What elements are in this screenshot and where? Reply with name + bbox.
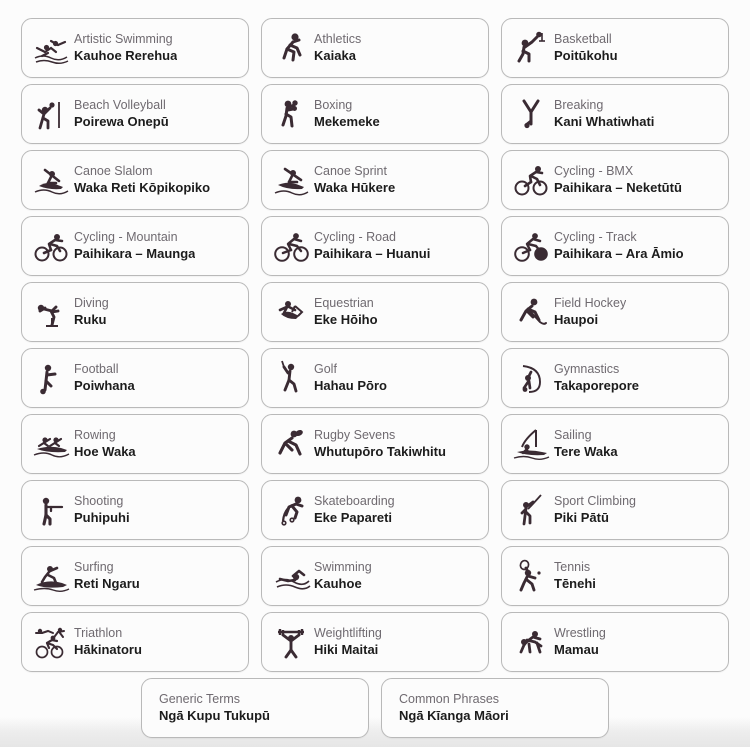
rowing-icon bbox=[28, 422, 74, 466]
card-labels bbox=[314, 494, 395, 526]
cycling-road-icon bbox=[268, 224, 314, 268]
sport-name-english: Athletics bbox=[314, 31, 362, 46]
sport-card[interactable] bbox=[21, 612, 249, 672]
sport-name-english: Common Phrases bbox=[399, 691, 500, 706]
sport-name-english: Cycling - Road bbox=[314, 229, 396, 244]
sport-name-maori: Ngā Kupu Tukupū bbox=[159, 708, 270, 724]
canoe-slalom-icon bbox=[28, 158, 74, 202]
sport-card[interactable] bbox=[261, 612, 489, 672]
sport-name-maori: Mamau bbox=[554, 642, 599, 658]
sport-card[interactable] bbox=[21, 480, 249, 540]
sport-name-maori: Mekemeke bbox=[314, 114, 380, 130]
swimming-icon bbox=[268, 554, 314, 598]
sport-name-maori: Eke Papareti bbox=[314, 510, 393, 526]
sport-card[interactable] bbox=[21, 348, 249, 408]
card-labels bbox=[314, 296, 378, 328]
sport-card[interactable] bbox=[501, 216, 729, 276]
sport-name-english: Cycling - BMX bbox=[554, 163, 634, 178]
sport-name-maori: Puhipuhi bbox=[74, 510, 130, 526]
sport-name-english: Golf bbox=[314, 361, 337, 376]
sport-name-english: Swimming bbox=[314, 559, 372, 574]
sport-name-maori: Whutupōro Takiwhitu bbox=[314, 444, 446, 460]
triathlon-icon bbox=[28, 620, 74, 664]
sport-name-english: Cycling - Track bbox=[554, 229, 637, 244]
sport-card[interactable] bbox=[501, 84, 729, 144]
sport-name-maori: Takaporepore bbox=[554, 378, 640, 394]
card-labels bbox=[314, 230, 430, 262]
card-labels bbox=[554, 296, 626, 328]
sport-climbing-icon bbox=[508, 488, 554, 532]
card-labels bbox=[74, 32, 177, 64]
sport-name-maori: Tēnehi bbox=[554, 576, 596, 592]
sport-name-maori: Paihikara – Huanui bbox=[314, 246, 431, 262]
card-labels bbox=[554, 362, 639, 394]
sport-card[interactable] bbox=[501, 18, 729, 78]
sport-name-english: Triathlon bbox=[74, 625, 123, 640]
card-labels bbox=[314, 98, 380, 130]
cycling-mountain-icon bbox=[28, 224, 74, 268]
sport-name-english: Wrestling bbox=[554, 625, 606, 640]
sport-card[interactable] bbox=[21, 414, 249, 474]
sport-name-maori: Kauhoe bbox=[314, 576, 362, 592]
card-labels bbox=[314, 32, 361, 64]
card-labels bbox=[314, 362, 387, 394]
card-labels bbox=[554, 626, 606, 658]
sport-name-maori: Paihikara – Neketūtū bbox=[554, 180, 682, 196]
card-labels bbox=[74, 98, 169, 130]
sport-name-english: Artistic Swimming bbox=[74, 31, 173, 46]
card-labels bbox=[554, 32, 618, 64]
sport-name-english: Surfing bbox=[74, 559, 114, 574]
resource-card[interactable] bbox=[141, 678, 369, 738]
card-labels bbox=[554, 560, 596, 592]
sports-card-grid bbox=[21, 18, 729, 672]
sport-card[interactable] bbox=[21, 150, 249, 210]
sport-name-maori: Hahau Pōro bbox=[314, 378, 387, 394]
sport-name-maori: Poitūkohu bbox=[554, 48, 618, 64]
sport-name-english: Sport Climbing bbox=[554, 493, 636, 508]
card-labels bbox=[314, 164, 395, 196]
sport-name-english: Beach Volleyball bbox=[74, 97, 166, 112]
sport-name-english: Field Hockey bbox=[554, 295, 627, 310]
sport-name-maori: Kaiaka bbox=[314, 48, 356, 64]
sport-name-maori: Ruku bbox=[74, 312, 107, 328]
sport-name-maori: Poirewa Onepū bbox=[74, 114, 169, 130]
shooting-icon bbox=[28, 488, 74, 532]
sport-name-english: Cycling - Mountain bbox=[74, 229, 178, 244]
sport-name-maori: Hākinatoru bbox=[74, 642, 142, 658]
sport-card[interactable] bbox=[261, 216, 489, 276]
sport-name-english: Shooting bbox=[74, 493, 124, 508]
card-labels bbox=[399, 692, 509, 724]
sport-name-english: Gymnastics bbox=[554, 361, 620, 376]
card-labels bbox=[74, 626, 142, 658]
football-icon bbox=[28, 356, 74, 400]
sport-name-english: Canoe Slalom bbox=[74, 163, 153, 178]
sport-card[interactable] bbox=[501, 546, 729, 606]
sport-name-maori: Piki Pātū bbox=[554, 510, 609, 526]
canoe-sprint-icon bbox=[268, 158, 314, 202]
sport-card[interactable] bbox=[261, 546, 489, 606]
sport-name-english: Skateboarding bbox=[314, 493, 395, 508]
sport-name-maori: Waka Hūkere bbox=[314, 180, 396, 196]
sport-card[interactable] bbox=[501, 612, 729, 672]
sport-name-maori: Poiwhana bbox=[74, 378, 135, 394]
sport-name-english: Canoe Sprint bbox=[314, 163, 387, 178]
equestrian-icon bbox=[268, 290, 314, 334]
gymnastics-icon bbox=[508, 356, 554, 400]
card-labels bbox=[314, 626, 382, 658]
resource-card[interactable] bbox=[381, 678, 609, 738]
tennis-icon bbox=[508, 554, 554, 598]
artistic-swimming-icon bbox=[28, 26, 74, 70]
basketball-icon bbox=[508, 26, 554, 70]
sport-name-maori: Ngā Kīanga Māori bbox=[399, 708, 509, 724]
breaking-icon bbox=[508, 92, 554, 136]
sport-card[interactable] bbox=[261, 84, 489, 144]
sport-card[interactable] bbox=[261, 480, 489, 540]
sport-card[interactable] bbox=[501, 480, 729, 540]
sport-card[interactable] bbox=[21, 282, 249, 342]
sport-name-english: Tennis bbox=[554, 559, 591, 574]
sport-name-maori: Paihikara – Maunga bbox=[74, 246, 196, 262]
sport-name-maori: Kani Whatiwhati bbox=[554, 114, 655, 130]
card-labels bbox=[74, 296, 109, 328]
sport-name-english: Rowing bbox=[74, 427, 116, 442]
card-labels bbox=[554, 494, 636, 526]
card-labels bbox=[74, 164, 210, 196]
card-labels bbox=[159, 692, 270, 724]
sport-name-maori: Paihikara – Ara Āmio bbox=[554, 246, 684, 262]
card-labels bbox=[554, 98, 654, 130]
sport-card[interactable] bbox=[21, 18, 249, 78]
skateboarding-icon bbox=[268, 488, 314, 532]
sport-name-maori: Waka Reti Kōpikopiko bbox=[74, 180, 211, 196]
sport-card[interactable] bbox=[261, 414, 489, 474]
sport-card[interactable] bbox=[261, 18, 489, 78]
field-hockey-icon bbox=[508, 290, 554, 334]
sport-card[interactable] bbox=[501, 150, 729, 210]
sport-card[interactable] bbox=[501, 414, 729, 474]
sailing-icon bbox=[508, 422, 554, 466]
card-labels bbox=[554, 428, 618, 460]
sport-name-english: Generic Terms bbox=[159, 691, 241, 706]
card-labels bbox=[314, 428, 446, 460]
sport-card[interactable] bbox=[261, 282, 489, 342]
boxing-icon bbox=[268, 92, 314, 136]
cycling-track-icon bbox=[508, 224, 554, 268]
weightlifting-icon bbox=[268, 620, 314, 664]
golf-icon bbox=[268, 356, 314, 400]
diving-icon bbox=[28, 290, 74, 334]
sport-name-maori: Tere Waka bbox=[554, 444, 618, 460]
sport-name-english: Rugby Sevens bbox=[314, 427, 396, 442]
sport-name-english: Breaking bbox=[554, 97, 604, 112]
sport-name-english: Football bbox=[74, 361, 119, 376]
sport-card[interactable] bbox=[21, 84, 249, 144]
sport-name-maori: Haupoi bbox=[554, 312, 599, 328]
card-labels bbox=[74, 362, 135, 394]
sport-name-maori: Eke Hōiho bbox=[314, 312, 378, 328]
card-labels bbox=[554, 164, 682, 196]
sport-name-english: Basketball bbox=[554, 31, 612, 46]
sport-name-maori: Hoe Waka bbox=[74, 444, 136, 460]
sport-card[interactable] bbox=[261, 150, 489, 210]
sport-card[interactable] bbox=[501, 348, 729, 408]
card-labels bbox=[314, 560, 372, 592]
sport-name-maori: Hiki Maitai bbox=[314, 642, 379, 658]
cycling-bmx-icon bbox=[508, 158, 554, 202]
card-labels bbox=[554, 230, 684, 262]
sport-name-maori: Reti Ngaru bbox=[74, 576, 140, 592]
sport-name-english: Weightlifting bbox=[314, 625, 382, 640]
sport-card[interactable] bbox=[501, 282, 729, 342]
sport-card[interactable] bbox=[261, 348, 489, 408]
sport-name-maori: Kauhoe Rerehua bbox=[74, 48, 178, 64]
card-labels bbox=[74, 560, 140, 592]
bottom-card-row bbox=[21, 678, 729, 738]
sport-name-english: Equestrian bbox=[314, 295, 374, 310]
sport-card[interactable] bbox=[21, 216, 249, 276]
card-labels bbox=[74, 230, 195, 262]
card-labels bbox=[74, 428, 136, 460]
rugby-sevens-icon bbox=[268, 422, 314, 466]
card-labels bbox=[74, 494, 130, 526]
sport-name-english: Diving bbox=[74, 295, 109, 310]
beach-volleyball-icon bbox=[28, 92, 74, 136]
wrestling-icon bbox=[508, 620, 554, 664]
surfing-icon bbox=[28, 554, 74, 598]
athletics-icon bbox=[268, 26, 314, 70]
sport-card[interactable] bbox=[21, 546, 249, 606]
sport-name-english: Sailing bbox=[554, 427, 592, 442]
sport-name-english: Boxing bbox=[314, 97, 353, 112]
